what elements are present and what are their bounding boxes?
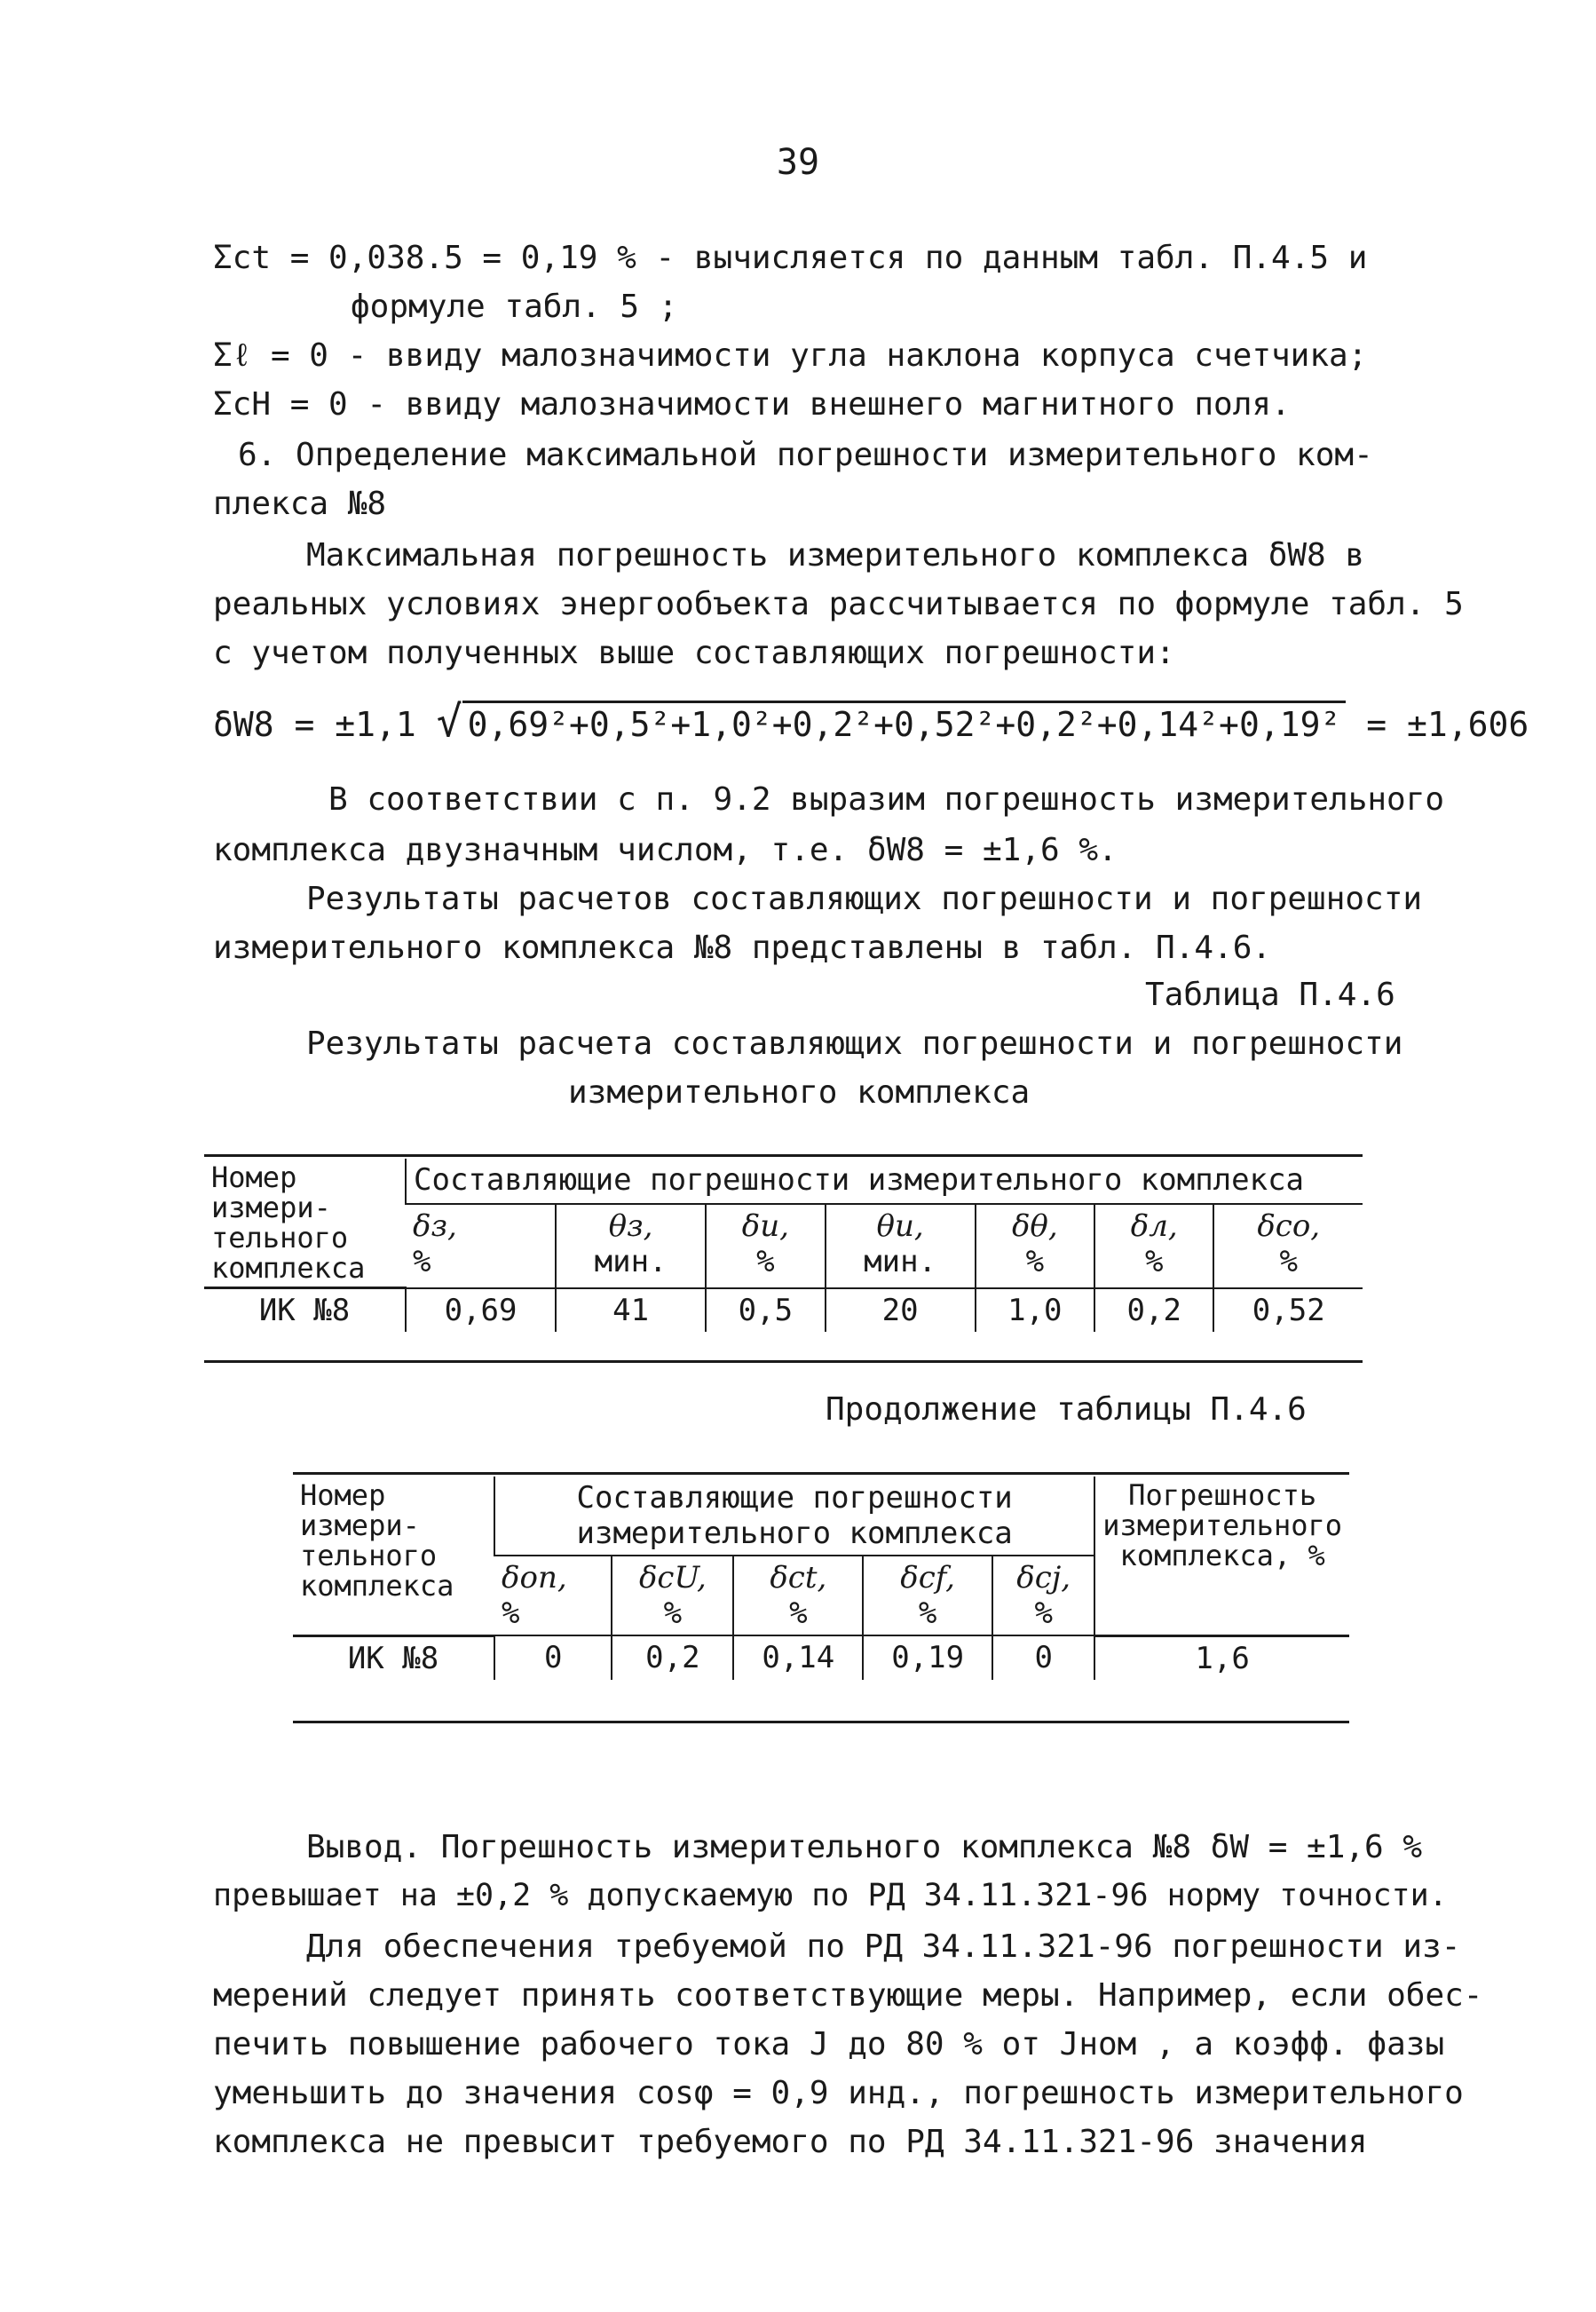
table-row: [293, 1635, 1349, 1680]
table2-col-unit: %: [918, 1595, 937, 1631]
table1-col-header: [406, 1204, 556, 1287]
table1-cell: 20: [826, 1288, 976, 1333]
table2-top-rule: [293, 1472, 1349, 1475]
table-pi-4-6: [204, 1159, 1363, 1332]
recommendation-line3: печить повышение рабочего тока J до 80 % от Jном , а коэфф. фазы: [213, 2026, 1445, 2063]
recommendation-line5: комплекса не превысит требуемого по РД 34.11.321-96 значения: [213, 2124, 1368, 2160]
paragraph-rounding-line1: В соответствии с п. 9.2 выразим погрешность измерительного: [328, 781, 1445, 818]
table-caption-line2: измерительного комплекса: [568, 1074, 1031, 1111]
table1-bottom-rule: [204, 1360, 1363, 1363]
table1-col-header: [976, 1204, 1094, 1287]
paragraph-results-line2: измерительного комплекса №8 представлены в табл. П.4.6.: [213, 930, 1272, 966]
table2-cell: 0,14: [733, 1635, 863, 1680]
table1-col-unit: %: [1145, 1244, 1164, 1280]
section-heading-line1: 6. Определение максимальной погрешности измерительного ком-: [238, 437, 1373, 473]
conclusion-line1: Вывод. Погрешность измерительного комплекса №8 δW = ±1,6 %: [306, 1829, 1423, 1865]
table1-col-symbol: δu,: [741, 1208, 789, 1245]
paragraph-max-error-line2: реальных условиях энергообъекта рассчитывается по формуле табл. 5: [213, 586, 1464, 622]
table1-group-header: Составляющие погрешности измерительного комплекса: [406, 1159, 1363, 1204]
table1-col-symbol: δз,: [413, 1208, 457, 1245]
recommendation-line1: Для обеспечения требуемой по РД 34.11.321-96 погрешности из-: [306, 1928, 1461, 1965]
text-line-sigma-ch: ΣcH = 0 - ввиду малозначимости внешнего магнитного поля.: [213, 386, 1291, 423]
table2-col-symbol: δcf,: [900, 1560, 955, 1595]
table2-total-cell: 1,6: [1094, 1635, 1349, 1680]
table2-col-symbol: δcU,: [638, 1560, 707, 1595]
table1-col-unit: %: [1279, 1244, 1298, 1280]
formula-radicand: 0,69²+0,5²+1,0²+0,2²+0,52²+0,2²+0,14²+0,19²: [462, 701, 1347, 744]
paragraph-max-error-line1: Максимальная погрешность измерительного комплекса δW8 в: [306, 537, 1365, 574]
table1-col-header: [706, 1204, 825, 1287]
table1-col-unit: %: [756, 1244, 775, 1280]
table2-bottom-rule: [293, 1721, 1349, 1723]
table1-col-header: [1094, 1204, 1213, 1287]
table1-col-unit: %: [413, 1244, 431, 1280]
table1-col-symbol: θu,: [876, 1208, 924, 1245]
text-line-sigma-ct: Σct = 0,038.5 = 0,19 % - вычисляется по данным табл. П.4.5 и: [213, 240, 1368, 276]
table1-cell: 0,5: [706, 1288, 825, 1333]
recommendation-line2: мерений следует принять соответствующие меры. Например, если обес-: [213, 1977, 1483, 2014]
table2-cell: 0,19: [863, 1635, 992, 1680]
table2-col-symbol: δоп,: [502, 1560, 567, 1595]
table-label: Таблица П.4.6: [1145, 977, 1395, 1013]
paragraph-max-error-line3: с учетом полученных выше составляющих погрешности:: [213, 635, 1175, 671]
paragraph-results-line1: Результаты расчетов составляющих погрешности и погрешности: [306, 881, 1423, 917]
table1-col-symbol: δθ,: [1011, 1208, 1058, 1245]
table1-top-rule: [204, 1154, 1363, 1157]
table2-row-label: ИК №8: [347, 1640, 439, 1676]
table2-cell: 0,2: [612, 1635, 733, 1680]
table2-col-unit: %: [1034, 1595, 1053, 1631]
table2-total-header: Погрешность измерительного комплекса, %: [1094, 1477, 1349, 1635]
table-caption-line1: Результаты расчета составляющих погрешности и погрешности: [306, 1025, 1403, 1062]
recommendation-line4: уменьшить до значения cosφ = 0,9 инд., погрешность измерительного: [213, 2075, 1464, 2111]
table1-col-symbol: δл,: [1130, 1208, 1178, 1245]
table2-col-header: [992, 1556, 1094, 1635]
table1-col-unit: мин.: [864, 1244, 937, 1280]
table2-col-header: [612, 1556, 733, 1635]
table-pi-4-6-continued: [293, 1477, 1349, 1680]
table2-row-header: Номер измери- тельного комплекса: [293, 1477, 494, 1635]
table1-col-symbol: δсо,: [1257, 1208, 1321, 1245]
table1-cell: 0,52: [1213, 1288, 1363, 1333]
table-row: [204, 1288, 1363, 1333]
table2-cell: 0: [992, 1635, 1094, 1680]
table2-col-header: [494, 1556, 612, 1635]
table1-col-header: [1213, 1204, 1363, 1287]
table2-col-symbol: δct,: [770, 1560, 827, 1595]
table2-group-header: Составляющие погрешности измерительного комплекса: [494, 1477, 1094, 1556]
table1-col-header: [556, 1204, 706, 1287]
text-line-formula-ref: формуле табл. 5 ;: [351, 289, 678, 325]
error-formula: [213, 697, 1529, 747]
table1-col-unit: мин.: [594, 1244, 668, 1280]
table1-col-symbol: θз,: [608, 1208, 653, 1245]
table2-col-unit: %: [789, 1595, 808, 1631]
section-heading-line2: плекса №8: [213, 486, 387, 522]
table1-cell: 41: [556, 1288, 706, 1333]
formula-lhs: δW8 = ±1,1: [213, 705, 416, 744]
table2-col-symbol: δcj,: [1016, 1560, 1071, 1595]
table2-col-header: [733, 1556, 863, 1635]
table2-cell: 0: [494, 1635, 612, 1680]
table1-cell: 0,2: [1094, 1288, 1213, 1333]
conclusion-line2: превышает на ±0,2 % допускаемую по РД 34.11.321-96 норму точности.: [213, 1878, 1448, 1913]
table1-cell: 1,0: [976, 1288, 1094, 1333]
sqrt-sign-icon: √: [436, 697, 462, 747]
table2-col-unit: %: [663, 1595, 683, 1631]
table2-col-unit: %: [502, 1595, 520, 1631]
table1-cell: 0,69: [406, 1288, 556, 1333]
table1-col-unit: %: [1025, 1244, 1045, 1280]
table1-row-label: ИК №8: [258, 1293, 351, 1328]
formula-rhs: = ±1,606: [1366, 705, 1529, 744]
page-number: 39: [776, 142, 820, 183]
table1-col-header: [826, 1204, 976, 1287]
table-continuation-label: Продолжение таблицы П.4.6: [826, 1391, 1307, 1428]
paragraph-rounding-line2: комплекса двузначным числом, т.е. δW8 = ±1,6 %.: [213, 832, 1118, 868]
table2-col-header: [863, 1556, 992, 1635]
table1-row-header: Номер измери- тельного комплекса: [204, 1159, 406, 1288]
text-line-sigma-l: Σℓ = 0 - ввиду малозначимости угла наклона корпуса счетчика;: [213, 337, 1368, 374]
